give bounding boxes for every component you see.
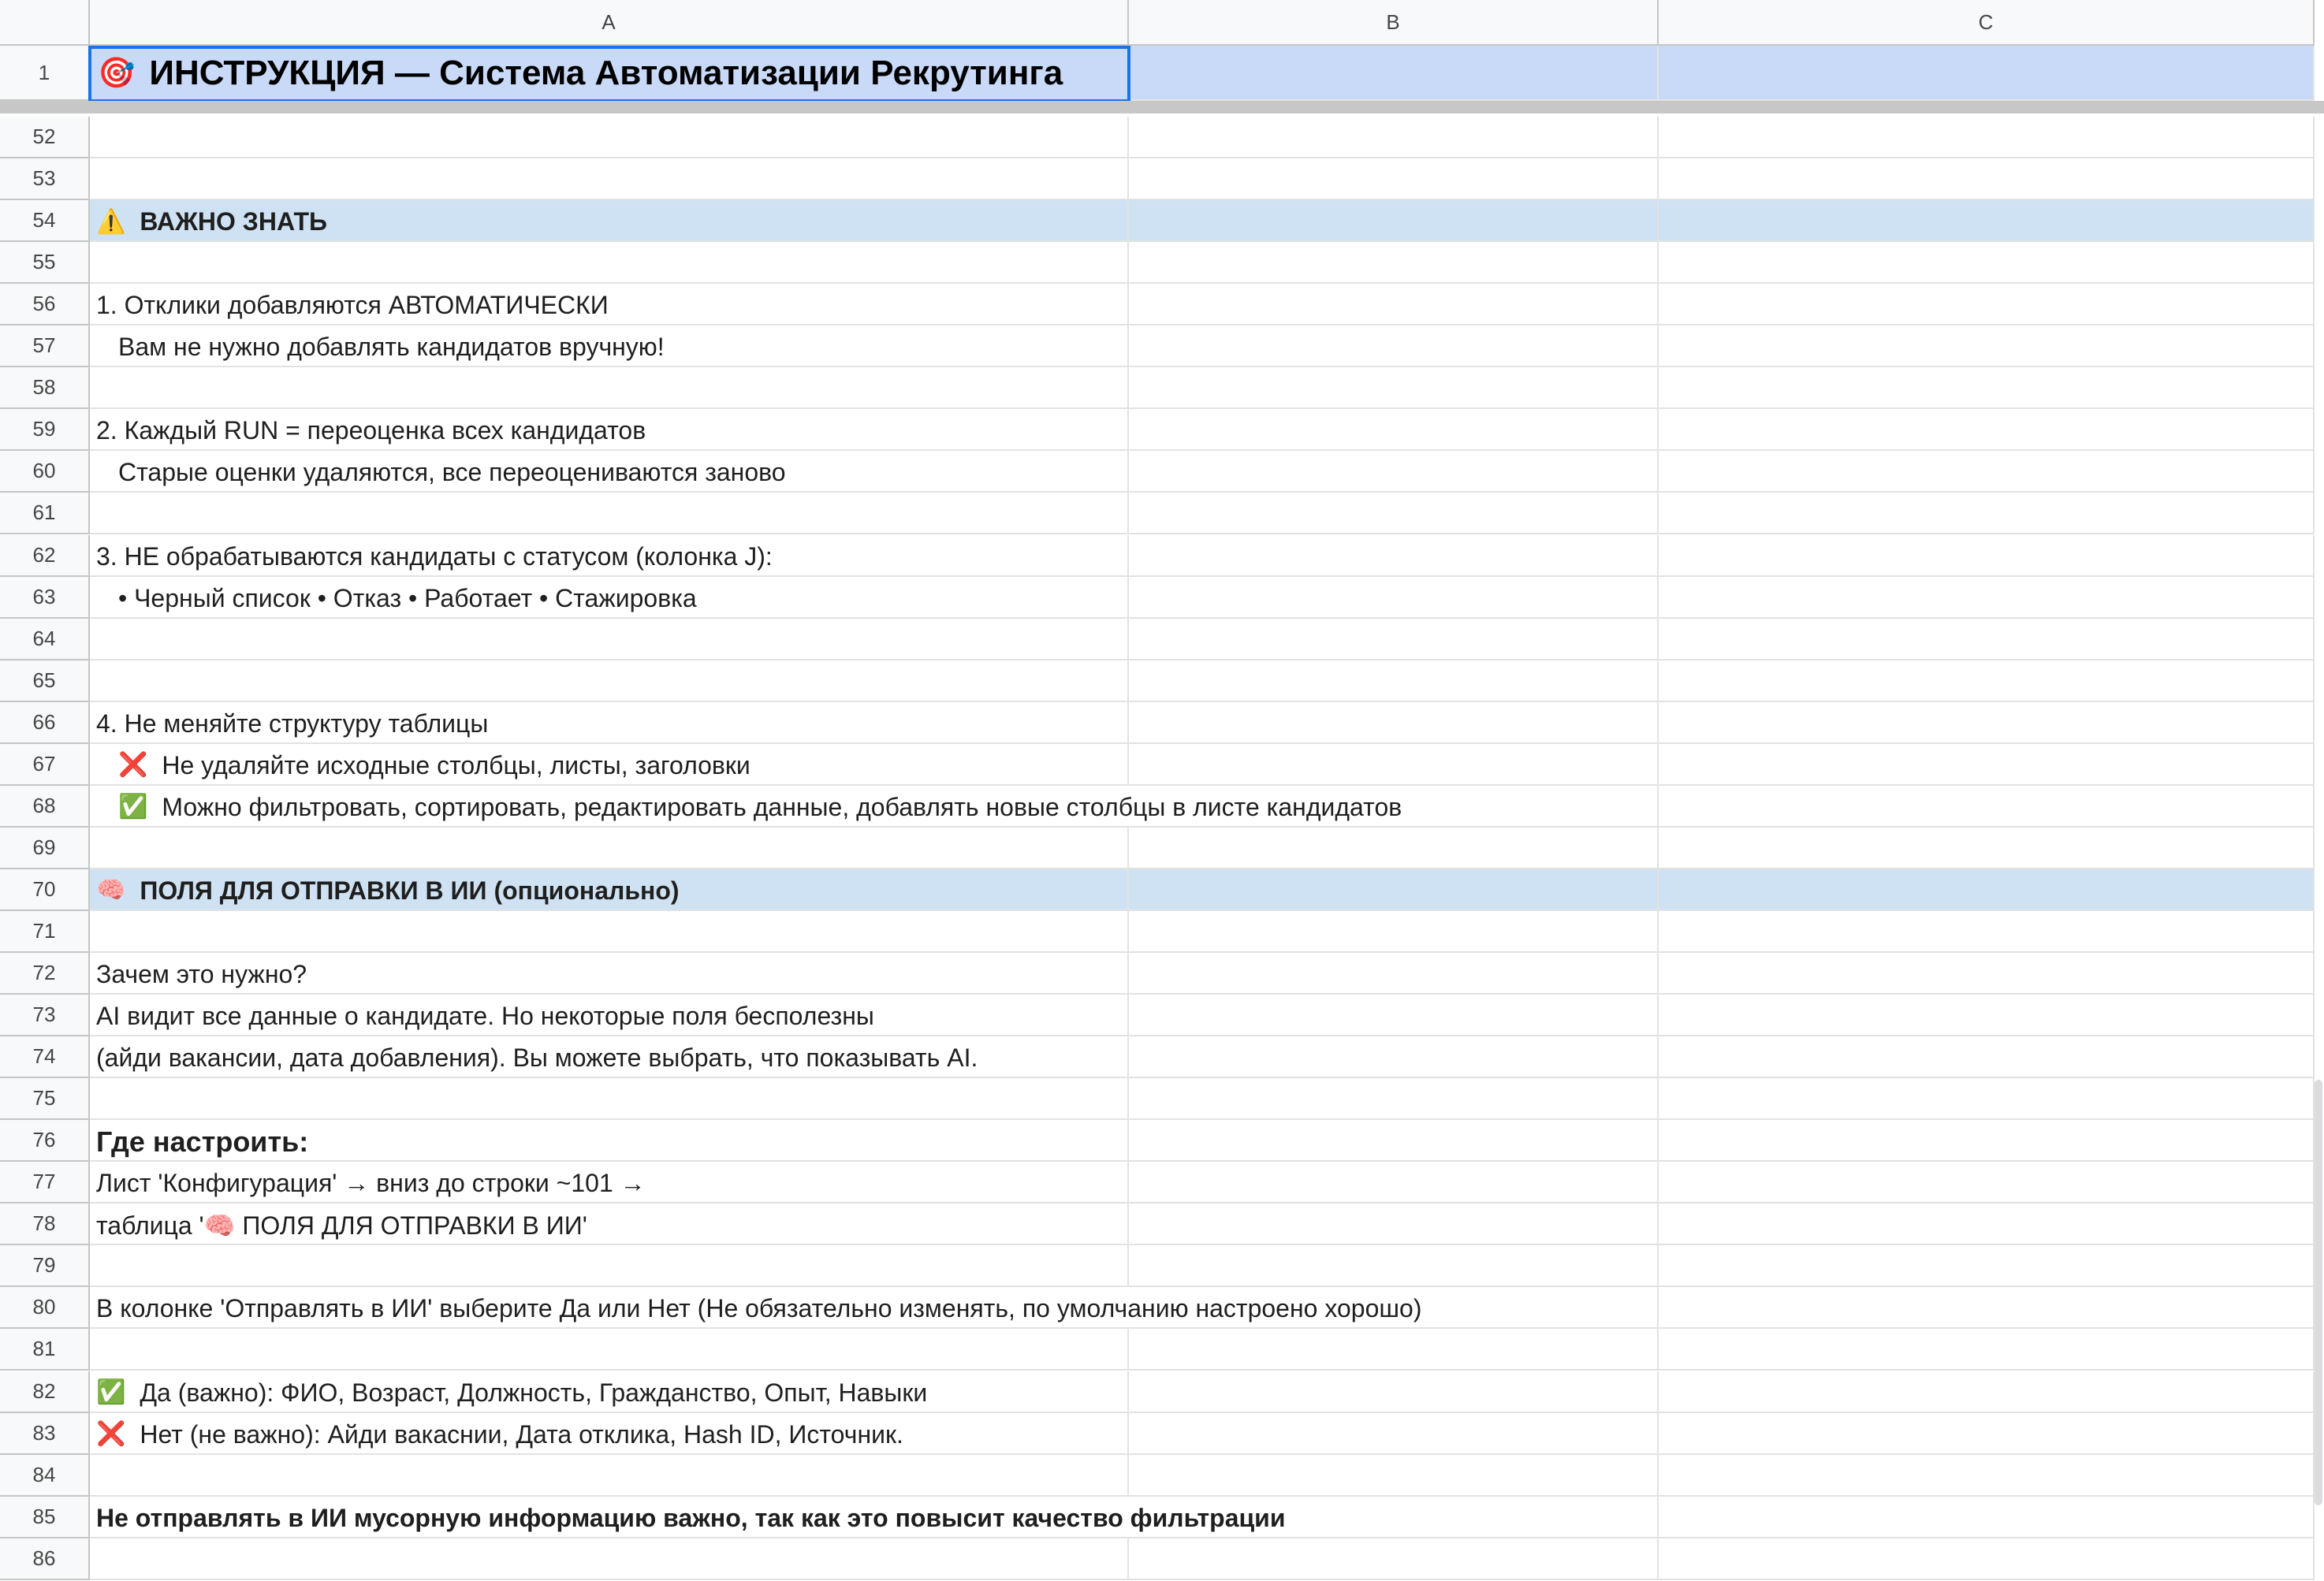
cell-b65[interactable] [1129, 660, 1659, 702]
cell-b62[interactable] [1129, 535, 1659, 577]
cell-text [96, 1163, 646, 1203]
row-header-65[interactable]: 65 [0, 660, 90, 702]
cell-value: Где настроить: [96, 1125, 309, 1158]
cell-c79[interactable] [1659, 1245, 2315, 1287]
column-header-c[interactable]: C [1659, 0, 2315, 46]
row-header-85[interactable]: 85 [0, 1497, 90, 1538]
cell-text [96, 1373, 927, 1413]
cell-a55[interactable] [90, 242, 1129, 284]
row-header-86[interactable]: 86 [0, 1538, 90, 1580]
row-header-63[interactable]: 63 [0, 577, 90, 619]
cell-c80[interactable] [1659, 1287, 2315, 1329]
section-heading [96, 202, 327, 242]
cell-b75[interactable] [1129, 1078, 1659, 1120]
section-heading [96, 871, 680, 911]
title-cell-c[interactable] [1659, 46, 2315, 101]
cell-c58[interactable] [1659, 367, 2315, 409]
cell-text [118, 746, 750, 786]
cell-text [96, 704, 488, 744]
cell-a75[interactable] [90, 1078, 1129, 1120]
cell-c52[interactable] [1659, 117, 2315, 158]
cell-b60[interactable] [1129, 451, 1659, 493]
cell-c72[interactable] [1659, 953, 2315, 995]
row-header-76[interactable]: 76 [0, 1120, 90, 1162]
cell-b78[interactable] [1129, 1203, 1659, 1245]
cell-value: В колонке 'Отправлять в ИИ' выберите Да или Нет (Не обязательно изменять, по умолчанию настроено хорошо) [96, 1294, 1422, 1323]
cell-b79[interactable] [1129, 1245, 1659, 1287]
cell-c60[interactable] [1659, 451, 2315, 493]
cell-c85[interactable] [1659, 1497, 2315, 1538]
brain-icon: 🧠 [96, 877, 126, 904]
cell-c55[interactable] [1659, 242, 2315, 284]
row-header-75[interactable]: 75 [0, 1078, 90, 1120]
cell-c54[interactable] [1659, 200, 2315, 242]
cell-c82[interactable] [1659, 1371, 2315, 1413]
cell-b84[interactable] [1129, 1455, 1659, 1497]
row-header-73[interactable]: 73 [0, 995, 90, 1036]
cell-value: (айди вакансии, дата добавления). Вы можете выбрать, что показывать AI. [96, 1043, 978, 1073]
cell-value: ВАЖНО ЗНАТЬ [140, 207, 328, 236]
cell-b66[interactable] [1129, 702, 1659, 744]
row-header-1[interactable]: 1 [0, 46, 90, 101]
cell-b63[interactable] [1129, 577, 1659, 619]
cell-c69[interactable] [1659, 828, 2315, 869]
frozen-rows-divider[interactable] [0, 101, 2324, 113]
cell-b81[interactable] [1129, 1329, 1659, 1371]
cell-c86[interactable] [1659, 1538, 2315, 1580]
cell-value: Не удаляйте исходные столбцы, листы, заголовки [162, 750, 750, 779]
row-header-56[interactable]: 56 [0, 284, 90, 326]
row-header-77[interactable]: 77 [0, 1162, 90, 1203]
cell-c62[interactable] [1659, 535, 2315, 577]
cell-b86[interactable] [1129, 1538, 1659, 1580]
cell-c75[interactable] [1659, 1078, 2315, 1120]
cell-value: Зачем это нужно? [96, 960, 307, 989]
row-header-67[interactable]: 67 [0, 744, 90, 786]
check-mark-icon: ✅ [118, 794, 148, 820]
cell-text [118, 452, 786, 493]
cross-mark-icon: ❌ [96, 1421, 126, 1448]
row-header-57[interactable]: 57 [0, 326, 90, 367]
target-icon: 🎯 [98, 57, 136, 90]
cell-value: 1. Отклики добавляются АВТОМАТИЧЕСКИ [96, 291, 609, 320]
cell-text [118, 578, 697, 619]
cell-a65[interactable] [90, 660, 1129, 702]
row-header-53[interactable]: 53 [0, 158, 90, 200]
cell-value: таблица '🧠 ПОЛЯ ДЛЯ ОТПРАВКИ В ИИ' [96, 1211, 587, 1240]
cell-value: Можно фильтровать, сортировать, редактировать данные, добавлять новые столбцы в листе кандидатов [162, 792, 1402, 821]
cell-text [96, 1289, 1421, 1329]
cell-c81[interactable] [1659, 1329, 2315, 1371]
page-title [98, 46, 1063, 101]
cell-b74[interactable] [1129, 1036, 1659, 1078]
row-header-54[interactable]: 54 [0, 200, 90, 242]
cell-value: Вам не нужно добавлять кандидатов вручную! [118, 333, 665, 362]
cell-b76[interactable] [1129, 1120, 1659, 1162]
check-mark-icon: ✅ [96, 1379, 126, 1406]
cell-b59[interactable] [1129, 409, 1659, 451]
cell-c68[interactable] [1659, 786, 2315, 828]
cell-b67[interactable] [1129, 744, 1659, 786]
cell-text [96, 1415, 903, 1455]
row-header-59[interactable]: 59 [0, 409, 90, 451]
cell-value: AI видит все данные о кандидате. Но некоторые поля бесполезны [96, 1002, 874, 1031]
cell-c74[interactable] [1659, 1036, 2315, 1078]
cell-b69[interactable] [1129, 828, 1659, 869]
cell-text [96, 954, 307, 995]
row-header-69[interactable]: 69 [0, 828, 90, 869]
cell-c53[interactable] [1659, 158, 2315, 200]
cell-value: 4. Не меняйте структуру таблицы [96, 709, 489, 738]
cell-value: Не отправлять в ИИ мусорную информацию важно, так как это повысит качество фильтрации [96, 1503, 1286, 1532]
column-header-a[interactable]: A [90, 0, 1129, 46]
row-header-60[interactable]: 60 [0, 451, 90, 493]
cell-b82[interactable] [1129, 1371, 1659, 1413]
cell-b70[interactable] [1129, 869, 1659, 911]
cell-a64[interactable] [90, 619, 1129, 660]
cell-c64[interactable] [1659, 619, 2315, 660]
cell-value: Нет (не важно): Айди вакаснии, Дата отклика, Hash ID, Источник. [140, 1419, 903, 1449]
cell-a58[interactable] [90, 367, 1129, 409]
cell-value: 2. Каждый RUN = переоценка всех кандидатов [96, 416, 646, 445]
title-cell-b[interactable] [1129, 46, 1659, 101]
cell-c56[interactable] [1659, 284, 2315, 326]
cell-b57[interactable] [1129, 326, 1659, 367]
cell-text [118, 327, 665, 367]
cell-c65[interactable] [1659, 660, 2315, 702]
row-header-78[interactable]: 78 [0, 1203, 90, 1245]
cell-text [118, 787, 1402, 828]
cell-a71[interactable] [90, 911, 1129, 953]
row-header-68[interactable]: 68 [0, 786, 90, 828]
cell-c59[interactable] [1659, 409, 2315, 451]
cell-text [96, 411, 646, 451]
cell-value: • Черный список • Отказ • Работает • Стажировка [118, 583, 697, 612]
cell-c70[interactable] [1659, 869, 2315, 911]
cell-c76[interactable] [1659, 1120, 2315, 1162]
row-header-62[interactable]: 62 [0, 535, 90, 577]
row-header-64[interactable]: 64 [0, 619, 90, 660]
cell-text [96, 537, 773, 577]
cell-a84[interactable] [90, 1455, 1129, 1497]
row-header-61[interactable]: 61 [0, 493, 90, 534]
row-header-71[interactable]: 71 [0, 911, 90, 953]
cell-c71[interactable] [1659, 911, 2315, 953]
cell-b53[interactable] [1129, 158, 1659, 200]
cell-b55[interactable] [1129, 242, 1659, 284]
cell-text [96, 1205, 587, 1245]
select-all-corner[interactable] [0, 0, 90, 46]
cell-text [96, 1498, 1286, 1538]
cell-c57[interactable] [1659, 326, 2315, 367]
cell-c61[interactable] [1659, 493, 2315, 534]
cell-value: 3. НЕ обрабатываются кандидаты с статусом (колонка J): [96, 541, 773, 571]
cell-c66[interactable] [1659, 702, 2315, 744]
cell-b77[interactable] [1129, 1162, 1659, 1203]
cell-b83[interactable] [1129, 1413, 1659, 1455]
cell-c84[interactable] [1659, 1455, 2315, 1497]
row-header-52[interactable]: 52 [0, 117, 90, 158]
cell-b54[interactable] [1129, 200, 1659, 242]
page-title-text: ИНСТРУКЦИЯ — Система Автоматизации Рекрутинга [149, 54, 1063, 92]
cell-a52[interactable] [90, 117, 1129, 158]
cell-text [96, 996, 874, 1036]
row-header-82[interactable]: 82 [0, 1371, 90, 1413]
row-header-74[interactable]: 74 [0, 1036, 90, 1078]
row-header-66[interactable]: 66 [0, 702, 90, 744]
cell-a81[interactable] [90, 1329, 1129, 1371]
row-header-70[interactable]: 70 [0, 869, 90, 911]
cell-text [96, 1038, 978, 1078]
cell-c73[interactable] [1659, 995, 2315, 1036]
cell-c63[interactable] [1659, 577, 2315, 619]
cell-c77[interactable] [1659, 1162, 2315, 1203]
vertical-scrollbar-thumb[interactable] [2315, 1080, 2322, 1505]
row-header-84[interactable]: 84 [0, 1455, 90, 1497]
row-header-81[interactable]: 81 [0, 1329, 90, 1371]
row-header-83[interactable]: 83 [0, 1413, 90, 1455]
cell-c78[interactable] [1659, 1203, 2315, 1245]
column-header-b[interactable]: B [1129, 0, 1659, 46]
cell-b71[interactable] [1129, 911, 1659, 953]
row-header-79[interactable]: 79 [0, 1245, 90, 1287]
cell-a69[interactable] [90, 828, 1129, 869]
cell-value: Старые оценки удаляются, все переоцениваются заново [118, 458, 786, 487]
cell-text [96, 1122, 308, 1162]
cell-b61[interactable] [1129, 493, 1659, 534]
cell-value: ПОЛЯ ДЛЯ ОТПРАВКИ В ИИ (опционально) [140, 876, 680, 905]
cell-b58[interactable] [1129, 367, 1659, 409]
cell-c67[interactable] [1659, 744, 2315, 786]
cell-value: Лист 'Конфигурация' → вниз до строки ~101 → [96, 1169, 646, 1198]
cell-a53[interactable] [90, 158, 1129, 200]
cell-b56[interactable] [1129, 284, 1659, 326]
cell-value: Да (важно): ФИО, Возраст, Должность, Гражданство, Опыт, Навыки [140, 1378, 928, 1407]
warning-icon: ⚠️ [96, 208, 126, 235]
row-header-72[interactable]: 72 [0, 953, 90, 995]
cell-a79[interactable] [90, 1245, 1129, 1287]
row-header-58[interactable]: 58 [0, 367, 90, 409]
row-header-55[interactable]: 55 [0, 242, 90, 284]
cross-mark-icon: ❌ [118, 752, 148, 779]
cell-b64[interactable] [1129, 619, 1659, 660]
cell-a86[interactable] [90, 1538, 1129, 1580]
row-header-80[interactable]: 80 [0, 1287, 90, 1329]
cell-c83[interactable] [1659, 1413, 2315, 1455]
cell-b72[interactable] [1129, 953, 1659, 995]
cell-b73[interactable] [1129, 995, 1659, 1036]
cell-text [96, 285, 609, 326]
cell-a61[interactable] [90, 493, 1129, 534]
cell-b52[interactable] [1129, 117, 1659, 158]
